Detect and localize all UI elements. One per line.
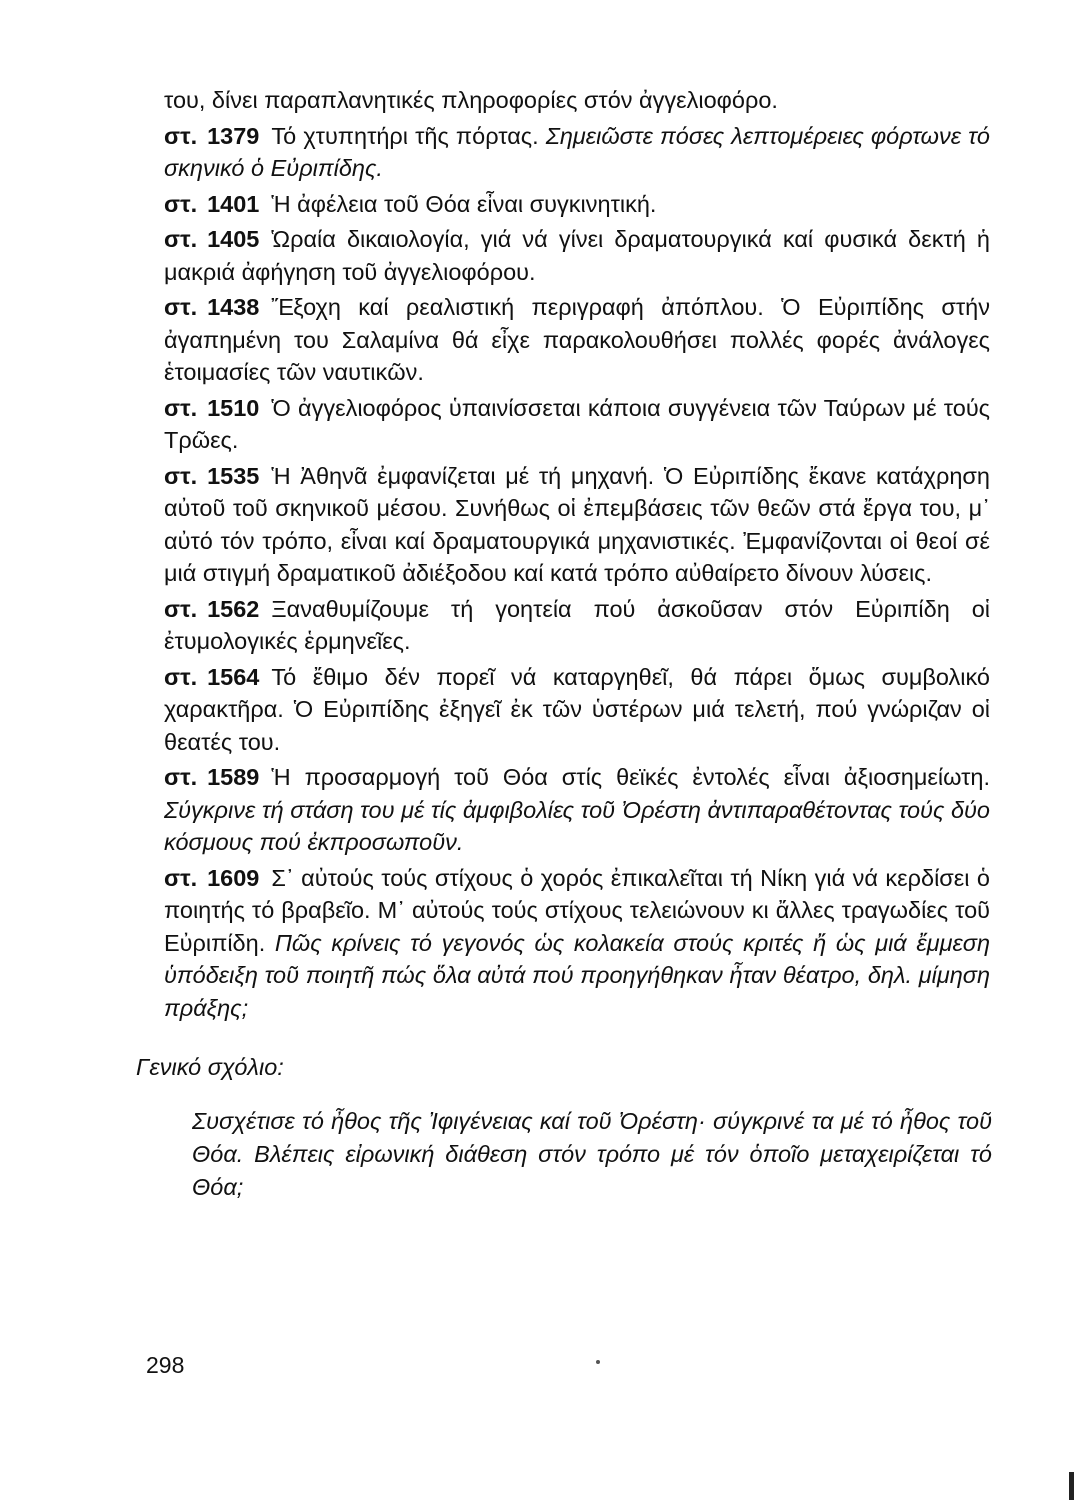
entry-text: Ὁ ἀγγελιοφόρος ὑπαινίσσεται κάποια συγγένεια τῶν Ταύρων μέ τούς Τρῶες. — [164, 394, 990, 453]
print-speck — [596, 1360, 600, 1364]
verse-reference — [164, 226, 259, 252]
entry-text: Τό ἔθιμο δέν πορεῖ νά καταργηθεῖ, θά πάρει ὅμως συμβολικό χαρακτῆρα. Ὁ Εὐριπίδης ἐξηγεῖ ἐκ τῶν ὑστέρων μιά τελετή, πού γνώριζαν οἱ θεατές του. — [164, 663, 990, 755]
entry-text: του, δίνει παραπλανητικές πληροφορίες στόν ἀγγελιοφόρο. — [164, 87, 778, 113]
page-edge-mark — [1069, 1472, 1074, 1500]
commentary-entry — [164, 661, 990, 759]
entry-text: Τό χτυπητήρι τῆς πόρτας. — [271, 122, 539, 149]
entry-text: Ἡ ἀφέλεια τοῦ Θόα εἶναι συγκινητική. — [271, 190, 657, 217]
entry-question: Σημειῶστε πόσες λεπτομέρειες φόρτωνε τό σκηνικό ὁ Εὐριπίδης. — [164, 122, 991, 181]
commentary-entry — [164, 593, 990, 658]
verse-reference — [164, 596, 259, 622]
verse-reference — [164, 865, 259, 891]
verse-abbrev: στ. — [164, 394, 198, 421]
verse-number: 1405 — [207, 226, 260, 252]
verse-number: 1535 — [207, 462, 260, 489]
entry-text: Ξαναθυμίζουμε τή γοητεία πού ἀσκοῦσαν στόν Εὐριπίδη οἱ ἐτυμολογικές ἑρμηνεῖες. — [164, 595, 990, 654]
verse-reference — [164, 664, 259, 690]
verse-reference — [164, 463, 259, 489]
general-comment-title: Γενικό σχόλιο: — [136, 1054, 284, 1080]
verse-reference — [164, 294, 259, 320]
verse-number: 1609 — [207, 864, 260, 891]
verse-number: 1510 — [207, 394, 260, 421]
verse-abbrev: στ. — [164, 764, 198, 790]
entry-text: Ὡραία δικαιολογία, γιά νά γίνει δραματουργικά καί φυσικά δεκτή ἡ μακριά ἀφήγηση τοῦ ἀγγελιοφόρου. — [164, 226, 990, 285]
commentary-entry — [164, 761, 990, 859]
commentary-entry — [164, 392, 990, 457]
verse-number: 1438 — [207, 294, 260, 320]
verse-reference — [164, 123, 259, 149]
verse-reference — [164, 764, 259, 790]
verse-abbrev: στ. — [164, 462, 198, 489]
verse-abbrev: στ. — [164, 122, 198, 149]
verse-number: 1564 — [207, 663, 260, 690]
entry-question: Πῶς κρίνεις τό γεγονός ὡς κολακεία στούς κριτές ἤ ὡς μιά ἔμμεση ὑπόδειξη τοῦ ποιητῆ πώς ὅλα αὐτά πού προηγήθηκαν ἦταν θέατρο, δηλ. μίμηση πράξης; — [164, 929, 990, 1021]
general-comment-body: Συσχέτισε τό ἦθος τῆς Ἰφιγένειας καί τοῦ Ὀρέστη· σύγκρινέ τα μέ τό ἦθος τοῦ Θόα. Βλέπεις εἰρωνική διάθεση στόν τρόπο μέ τόν ὁποῖο μεταχειρίζεται τό Θόα; — [192, 1108, 992, 1200]
verse-abbrev: στ. — [164, 226, 198, 252]
verse-number: 1589 — [207, 764, 260, 790]
commentary-entry — [164, 460, 990, 590]
entry-text: Ἔξοχη καί ρεαλιστική περιγραφή ἀπόπλου. Ὁ Εὐριπίδης στήν ἀγαπημένη του Σαλαμίνα θά εἶχε παρακολουθήσει πολλές φορές ἀνάλογες ἑτοιμασίες τῶν ναυτικῶν. — [164, 294, 990, 385]
verse-abbrev: στ. — [164, 663, 198, 690]
verse-abbrev: στ. — [164, 864, 198, 891]
verse-abbrev: στ. — [164, 190, 198, 217]
verse-abbrev: στ. — [164, 294, 198, 320]
entry-text: Ἡ Ἀθηνᾶ ἐμφανίζεται μέ τή μηχανή. Ὁ Εὐριπίδης ἔκανε κατάχρηση αὐτοῦ τοῦ σκηνικοῦ μέσου. Συνήθως οἱ ἐπεμβάσεις τῶν θεῶν στά ἔργα του, μ᾿ αὐτό τόν τρόπο, εἶναι καί δραματουργικά μηχανιστικές. Ἐμφανίζονται οἱ θεοί σέ μιά στιγμή δραματικοῦ ἀδιέξοδου καί κατά τρόπο αὐθαίρετο δίνουν λύσεις. — [164, 462, 990, 586]
commentary-entries — [164, 84, 990, 1024]
commentary-entry — [164, 291, 990, 389]
commentary-entry — [164, 223, 990, 288]
commentary-entry — [164, 862, 990, 1025]
commentary-entry — [164, 84, 990, 117]
verse-abbrev: στ. — [164, 595, 198, 622]
verse-number: 1401 — [207, 190, 260, 217]
page-number: 298 — [146, 1352, 185, 1378]
verse-number: 1379 — [207, 122, 260, 149]
entry-text: Ἡ προσαρμογή τοῦ Θόα στίς θεϊκές ἐντολές εἶναι ἀξιοσημείωτη. — [271, 764, 990, 790]
entry-question: Σύγκρινε τή στάση του μέ τίς ἀμφιβολίες τοῦ Ὀρέστη ἀντιπαραθέτοντας τούς δύο κόσμους πού ἐκπροσωποῦν. — [164, 796, 990, 855]
verse-reference — [164, 395, 259, 421]
page-body — [136, 84, 992, 1204]
commentary-entry — [164, 120, 990, 185]
verse-reference — [164, 191, 259, 217]
commentary-entry — [164, 188, 990, 221]
entry-text: Σ᾿ αὐτούς τούς στίχους ὁ χορός ἐπικαλεῖται τή Νίκη γιά νά κερδίσει ὁ ποιητής τό βραβεῖο. Μ᾿ αὐτούς τούς στίχους τελειώνουν κι ἄλλες τραγωδίες τοῦ Εὐριπίδη. — [164, 864, 990, 956]
verse-number: 1562 — [207, 595, 260, 622]
